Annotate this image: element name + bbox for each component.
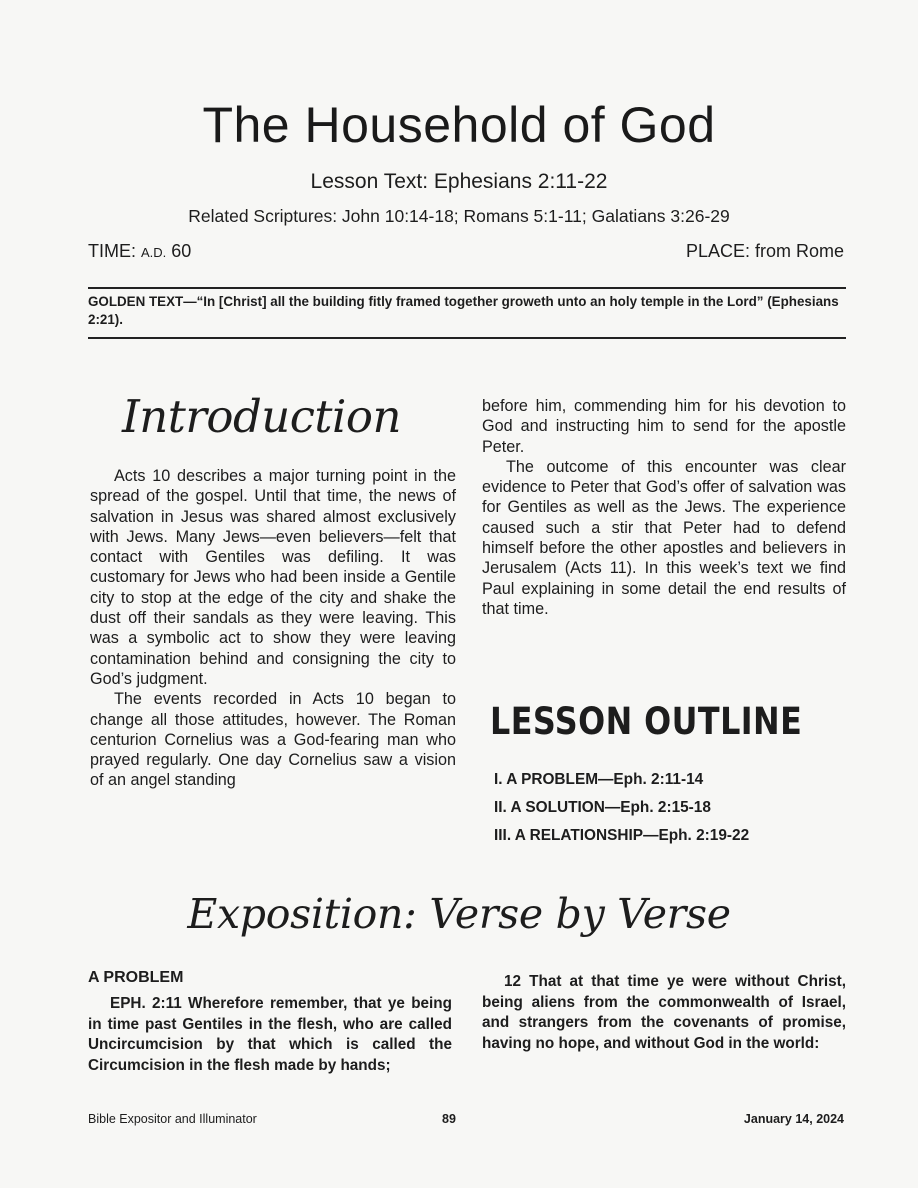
lesson-outline-list (494, 766, 749, 850)
exposition-heading: Exposition: Verse by Verse (187, 890, 731, 938)
section-heading: A PROBLEM (88, 969, 184, 986)
golden-text-bottom-rule (88, 337, 846, 339)
footer-page-number: 89 (442, 1112, 456, 1126)
footer-publication: Bible Expositor and Illuminator (88, 1112, 257, 1126)
introduction-column-left (90, 466, 456, 791)
golden-text: GOLDEN TEXT—“In [Christ] all the building fitly framed together groweth unto an holy temple in the Lord” (Ephesians 2:21). (88, 294, 839, 327)
introduction-column-right (482, 396, 846, 619)
verse-eph-2-12: 12 That at that time ye were without Christ, being aliens from the commonwealth of Israel, and strangers from the covenants of promise, having no hope, and without God in the world: (482, 973, 846, 1052)
golden-text-top-rule (88, 287, 846, 289)
time-label: TIME: (88, 241, 141, 261)
intro-paragraph: The outcome of this encounter was clear evidence to Peter that God’s offer of salvation was for Gentiles as well as the Jews. The experience caused such a stir that Peter had to defend himself before the other apostles and believers in Jerusalem (Acts 11). In this week’s text we find Paul explaining in some detail the end results of that time. (482, 457, 846, 618)
page-title: The Household of God (202, 97, 716, 153)
introduction-heading: Introduction (122, 390, 401, 443)
intro-paragraph: before him, commending him for his devotion to God and instructing him to send for the apostle Peter. (482, 397, 846, 456)
outline-item: III. A RELATIONSHIP—Eph. 2:19-22 (494, 827, 750, 844)
outline-item: I. A PROBLEM—Eph. 2:11-14 (494, 771, 704, 788)
time-line (88, 241, 191, 262)
outline-item: II. A SOLUTION—Eph. 2:15-18 (494, 799, 711, 816)
lesson-text-reference: Lesson Text: Ephesians 2:11-22 (310, 170, 608, 193)
intro-paragraph: The events recorded in Acts 10 began to change all those attitudes, however. The Roman centurion Cornelius was a God-fearing man who prayed regularly. One day Cornelius saw a vision of an angel standing (90, 690, 456, 790)
time-year: 60 (166, 241, 192, 261)
verse-eph-2-11: EPH. 2:11 Wherefore remember, that ye being in time past Gentiles in the flesh, who are called Uncircumcision by that which is called the Circumcision in the flesh made by hands; (88, 995, 452, 1074)
related-scriptures: Related Scriptures: John 10:14-18; Romans 5:1-11; Galatians 3:26-29 (188, 206, 730, 226)
intro-paragraph: Acts 10 describes a major turning point in the spread of the gospel. Until that time, the news of salvation in Jesus was shared almost exclusively with Jews. Many Jews—even believers—felt that contact with Gentiles was defiling. It was customary for Jews who had been inside a Gentile city to stop at the edge of the city and shake the dust off their sandals as they were leaving. This was a symbolic act to show they were leaving contamination behind and consigning the city to God’s judgment. (90, 467, 456, 688)
lesson-outline-heading: LESSON OUTLINE (490, 700, 803, 743)
place-line: PLACE: from Rome (685, 241, 844, 261)
time-era: A.D. (141, 245, 167, 260)
footer-date: January 14, 2024 (743, 1112, 844, 1126)
